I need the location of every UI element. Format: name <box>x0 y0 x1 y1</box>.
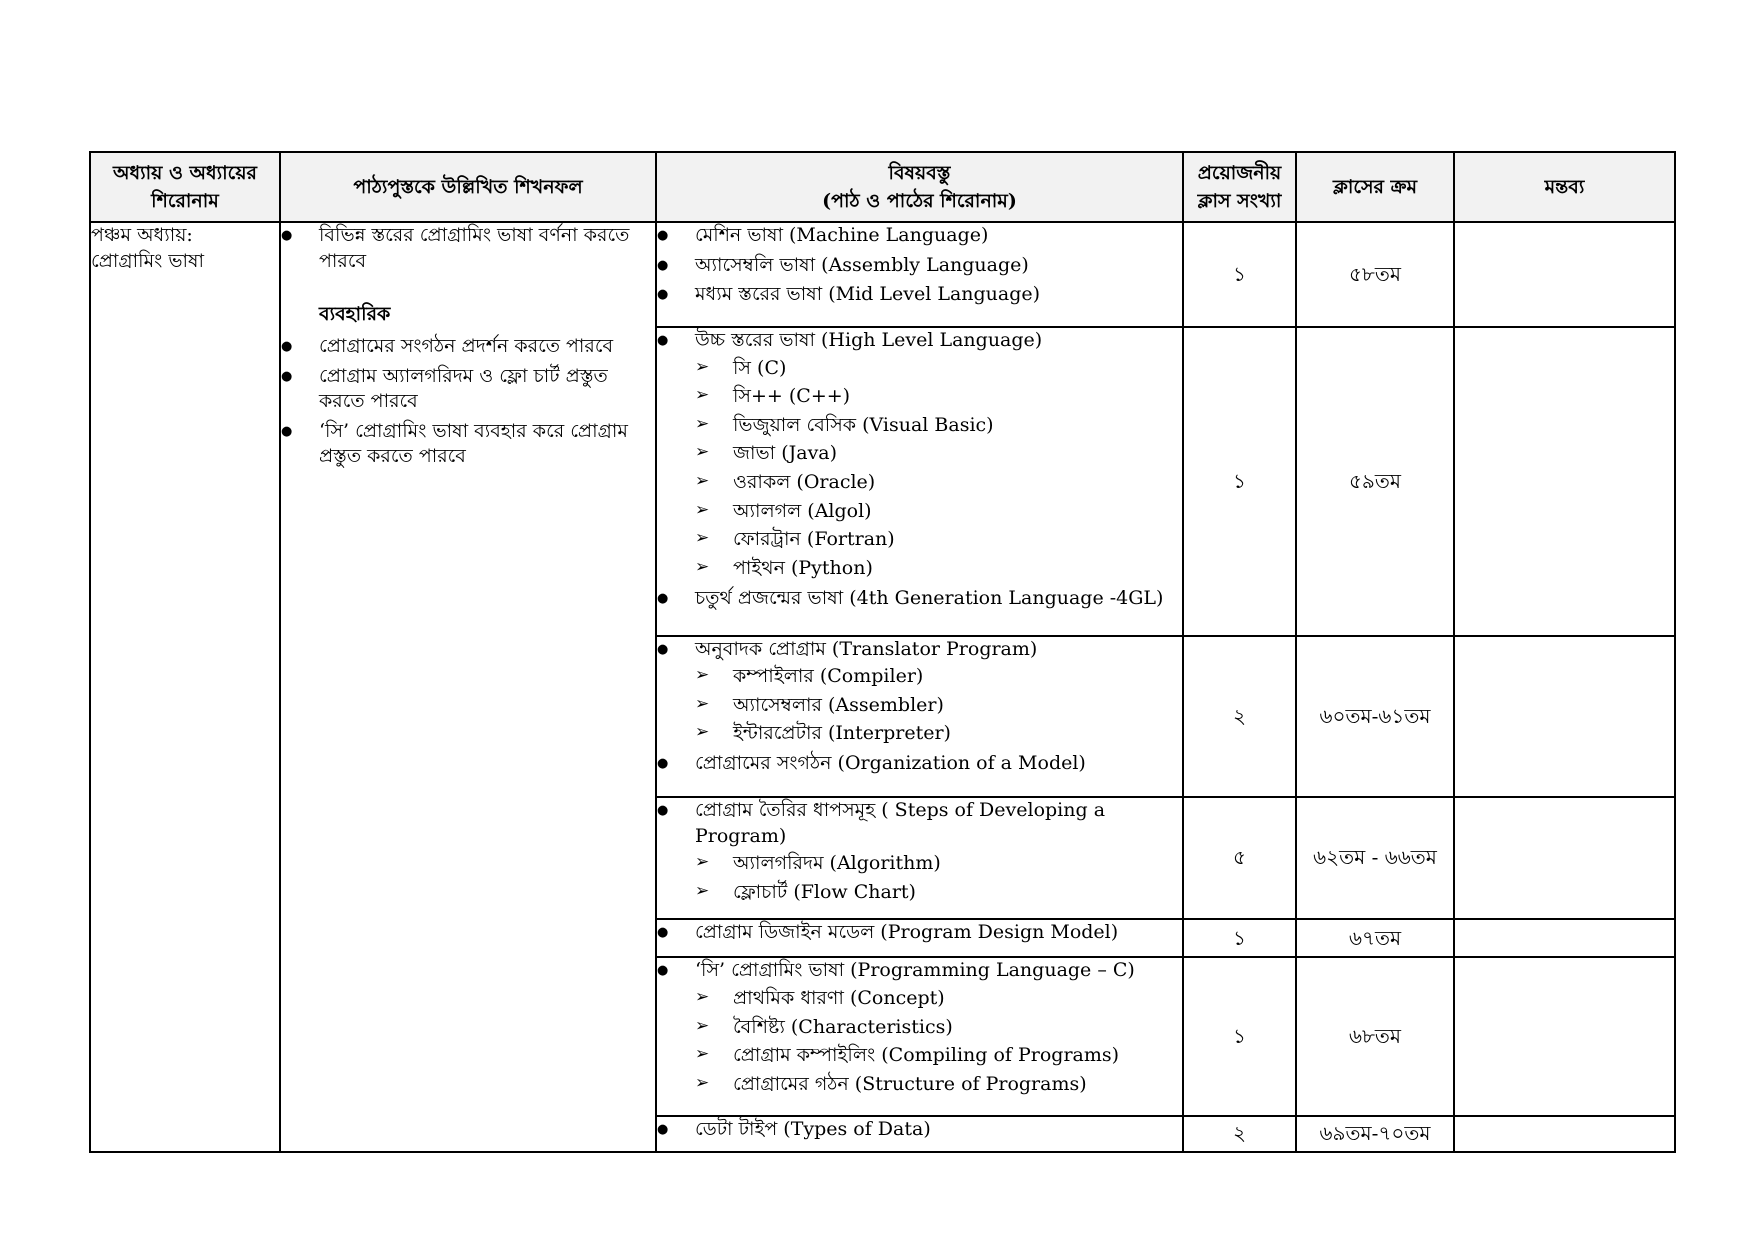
classes-cell: ৫ <box>1183 797 1296 919</box>
subtopic-item: ➢ অ্যালগরিদম (Algorithm) <box>695 851 1182 877</box>
outcomes-practical-list <box>281 334 655 470</box>
subtopic-item: ➢ পাইথন (Python) <box>695 556 1182 582</box>
classes-cell: ২ <box>1183 636 1296 797</box>
subtopic-item: ➢ সি (C) <box>695 356 1182 382</box>
topic-cell <box>656 1116 1183 1152</box>
subtopic-item: ➢ অ্যালগল (Algol) <box>695 499 1182 525</box>
topic-list <box>657 637 1182 777</box>
header-classes-required: প্রয়োজনীয় ক্লাস সংখ্যা <box>1183 152 1296 222</box>
list-item <box>657 798 1182 906</box>
header-chapter: অধ্যায় ও অধ্যায়ের শিরোনাম <box>90 152 280 222</box>
subtopic-item: ➢ অ্যাসেম্বলার (Assembler) <box>695 693 1182 719</box>
subtopic-item: ➢ বৈশিষ্ট্য (Characteristics) <box>695 1015 1182 1041</box>
subtopic-item: ➢ প্রাথমিক ধারণা (Concept) <box>695 986 1182 1012</box>
topic-cell <box>656 222 1183 327</box>
list-item: ● মধ্যম স্তরের ভাষা (Mid Level Language) <box>657 282 1182 308</box>
list-item: ● প্রোগ্রাম ডিজাইন মডেল (Program Design Model) <box>657 920 1182 946</box>
header-remarks: মন্তব্য <box>1454 152 1675 222</box>
list-item: ● প্রোগ্রামের সংগঠন (Organization of a Model) <box>657 751 1182 777</box>
subtopic-list <box>695 664 1182 747</box>
subtopic-list <box>695 356 1182 582</box>
list-item: ● চতুর্থ প্রজন্মের ভাষা (4th Generation Language -4GL) <box>657 586 1182 612</box>
list-item: ● ডেটা টাইপ (Types of Data) <box>657 1117 1182 1143</box>
remarks-cell <box>1454 919 1675 957</box>
header-content <box>656 152 1183 222</box>
classes-cell: ১ <box>1183 957 1296 1115</box>
chapter-number: পঞ্চম অধ্যায়: <box>91 224 193 246</box>
list-item: ● প্রোগ্রাম অ্যালগরিদম ও ফ্লো চার্ট প্রস্তুত করতে পারবে <box>281 364 655 415</box>
subtopic-item: ➢ ইন্টারপ্রেটার (Interpreter) <box>695 721 1182 747</box>
practical-heading: ব্যবহারিক <box>319 303 391 326</box>
subtopic-item: ➢ ফ্লোচার্ট (Flow Chart) <box>695 880 1182 906</box>
list-item <box>657 637 1182 748</box>
table-row <box>90 222 1675 327</box>
subtopic-item: ➢ জাভা (Java) <box>695 441 1182 467</box>
remarks-cell <box>1454 327 1675 636</box>
remarks-cell <box>1454 222 1675 327</box>
outcomes-cell <box>280 222 656 1152</box>
header-outcomes: পাঠ্যপুস্তকে উল্লিখিত শিখনফল <box>280 152 656 222</box>
subtopic-item: ➢ ভিজুয়াল বেসিক (Visual Basic) <box>695 413 1182 439</box>
order-cell: ৬৮তম <box>1296 957 1454 1115</box>
subtopic-item: ➢ ওরাকল (Oracle) <box>695 470 1182 496</box>
order-cell: ৬৯তম-৭০তম <box>1296 1116 1454 1152</box>
header-row <box>90 152 1675 222</box>
topic-cell <box>656 957 1183 1115</box>
topic-cell <box>656 919 1183 957</box>
topic-list <box>657 1117 1182 1143</box>
header-content-line1: বিষয়বস্তু <box>888 161 951 184</box>
classes-cell: ২ <box>1183 1116 1296 1152</box>
topic-text: প্রোগ্রাম তৈরির ধাপসমূহ ( Steps of Developing a Program) <box>695 798 1106 847</box>
classes-cell: ১ <box>1183 919 1296 957</box>
list-item: ● প্রোগ্রামের সংগঠন প্রদর্শন করতে পারবে <box>281 334 655 360</box>
list-item <box>657 958 1182 1097</box>
list-item: ● অ্যাসেম্বলি ভাষা (Assembly Language) <box>657 253 1182 279</box>
header-content-line2: (পাঠ ও পাঠের শিরোনাম) <box>822 190 1017 212</box>
header-class-order: ক্লাসের ক্রম <box>1296 152 1454 222</box>
topic-text: উচ্চ স্তরের ভাষা (High Level Language) <box>695 328 1043 351</box>
subtopic-item: ➢ ফোরট্রান (Fortran) <box>695 527 1182 553</box>
list-item: ● মেশিন ভাষা (Machine Language) <box>657 223 1182 249</box>
remarks-cell <box>1454 957 1675 1115</box>
topic-cell <box>656 797 1183 919</box>
subtopic-list <box>695 986 1182 1098</box>
subtopic-item: ➢ প্রোগ্রাম কম্পাইলিং (Compiling of Programs) <box>695 1043 1182 1069</box>
chapter-cell <box>90 222 280 1152</box>
order-cell: ৬৭তম <box>1296 919 1454 957</box>
topic-text: অনুবাদক প্রোগ্রাম (Translator Program) <box>695 637 1038 660</box>
subtopic-item: ➢ সি++ (C++) <box>695 384 1182 410</box>
remarks-cell <box>1454 797 1675 919</box>
order-cell: ৬২তম - ৬৬তম <box>1296 797 1454 919</box>
topic-cell <box>656 636 1183 797</box>
order-cell: ৫৯তম <box>1296 327 1454 636</box>
list-item: ● ‘সি’ প্রোগ্রামিং ভাষা ব্যবহার করে প্রোগ্রাম প্রস্তুত করতে পারবে <box>281 419 655 470</box>
topic-list <box>657 958 1182 1097</box>
syllabus-table <box>89 151 1676 1153</box>
remarks-cell <box>1454 1116 1675 1152</box>
classes-cell: ১ <box>1183 327 1296 636</box>
order-cell: ৫৮তম <box>1296 222 1454 327</box>
outcomes-general-list <box>281 223 655 274</box>
topic-list <box>657 328 1182 611</box>
chapter-title: প্রোগ্রামিং ভাষা <box>91 249 204 272</box>
topic-list <box>657 223 1182 308</box>
subtopic-item: ➢ প্রোগ্রামের গঠন (Structure of Programs) <box>695 1072 1182 1098</box>
list-item <box>657 328 1182 582</box>
classes-cell: ১ <box>1183 222 1296 327</box>
topic-cell <box>656 327 1183 636</box>
subtopic-list <box>695 851 1182 905</box>
list-item: ● বিভিন্ন স্তরের প্রোগ্রামিং ভাষা বর্ণনা করতে পারবে <box>281 223 655 274</box>
topic-list <box>657 920 1182 946</box>
order-cell: ৬০তম-৬১তম <box>1296 636 1454 797</box>
remarks-cell <box>1454 636 1675 797</box>
topic-list <box>657 798 1182 906</box>
subtopic-item: ➢ কম্পাইলার (Compiler) <box>695 664 1182 690</box>
topic-text: ‘সি’ প্রোগ্রামিং ভাষা (Programming Language – C) <box>695 959 1135 982</box>
